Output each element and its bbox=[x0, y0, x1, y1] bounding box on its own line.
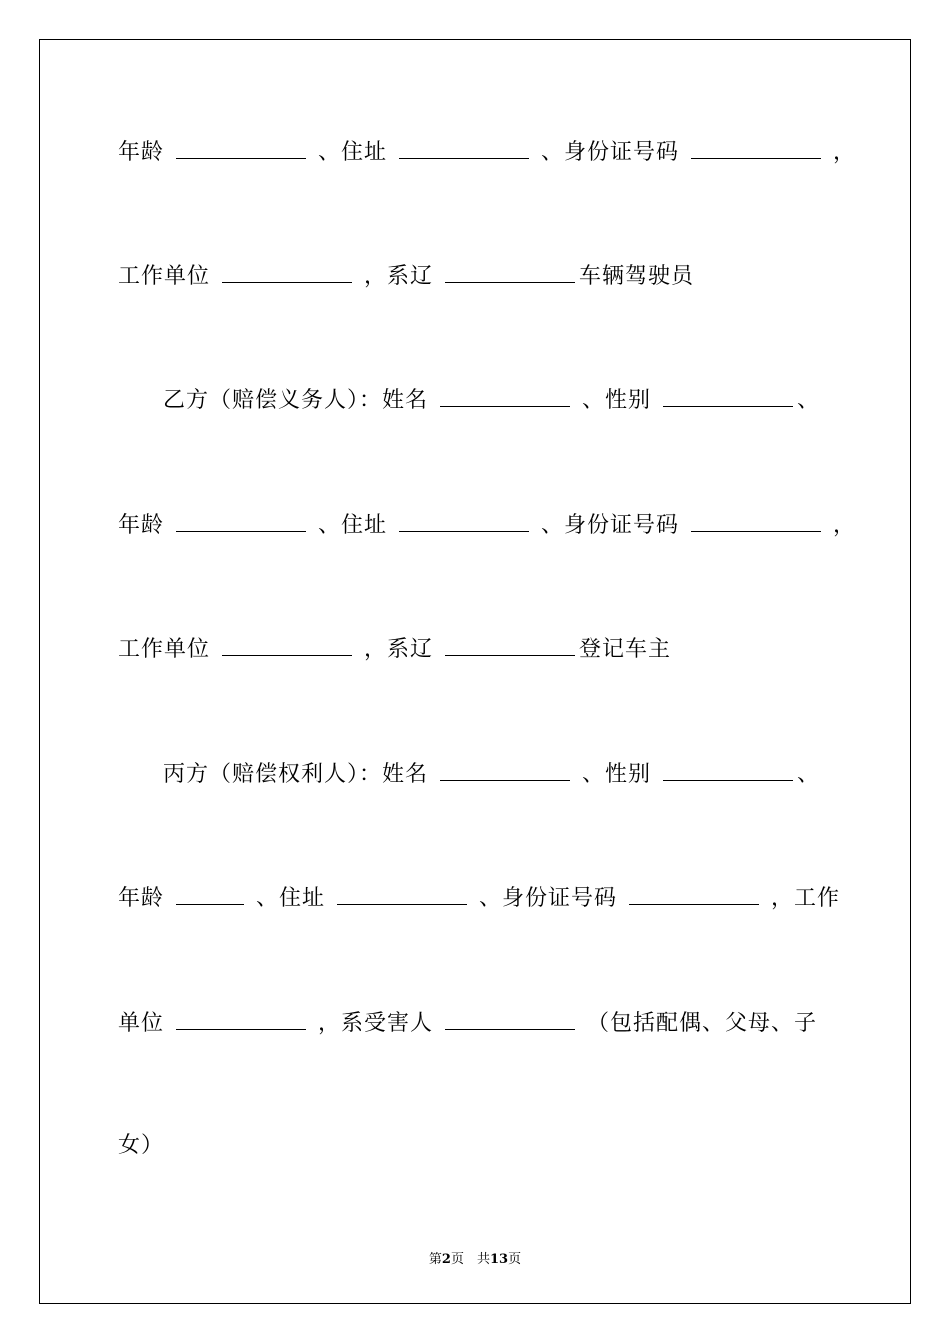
blank-field-id-number[interactable] bbox=[691, 138, 821, 159]
blank-field-age[interactable] bbox=[176, 511, 306, 532]
label-unit: 单位 bbox=[118, 1011, 165, 1036]
blank-field-employer[interactable] bbox=[222, 635, 352, 656]
label-gender: 、性别 bbox=[582, 388, 652, 413]
blank-field-id-number[interactable] bbox=[629, 884, 759, 905]
text-line-9 bbox=[118, 1133, 164, 1159]
punct-dun: 、 bbox=[797, 388, 821, 413]
text-line-3 bbox=[163, 386, 820, 414]
footer-mid: 页 共 bbox=[450, 1252, 490, 1267]
text-line-5 bbox=[118, 635, 671, 663]
label-id-number: 、身份证号码 bbox=[541, 140, 680, 165]
blank-field-plate[interactable] bbox=[445, 262, 575, 283]
label-address: 、住址 bbox=[256, 886, 326, 911]
blank-field-id-number[interactable] bbox=[691, 511, 821, 532]
text-line-7 bbox=[118, 884, 840, 912]
blank-field-victim[interactable] bbox=[445, 1009, 575, 1030]
footer-suffix: 页 bbox=[508, 1252, 522, 1267]
blank-field-gender[interactable] bbox=[663, 760, 793, 781]
text-line-6 bbox=[163, 760, 820, 788]
footer-page-number: 2 bbox=[441, 1252, 451, 1267]
label-age: 年龄 bbox=[118, 513, 165, 538]
label-id-number: 、身份证号码 bbox=[541, 513, 680, 538]
label-driver: 车辆驾驶员 bbox=[579, 264, 695, 289]
page-footer bbox=[0, 1248, 950, 1267]
blank-field-employer[interactable] bbox=[222, 262, 352, 283]
blank-field-age[interactable] bbox=[176, 884, 244, 905]
blank-field-plate[interactable] bbox=[445, 635, 575, 656]
blank-field-name[interactable] bbox=[440, 760, 570, 781]
label-address: 、住址 bbox=[318, 140, 388, 165]
label-age: 年龄 bbox=[118, 140, 165, 165]
label-children: 女） bbox=[118, 1133, 165, 1158]
label-registered-owner: 登记车主 bbox=[579, 637, 672, 662]
label-work: ，工作 bbox=[771, 886, 841, 911]
text-line-4 bbox=[118, 511, 856, 539]
blank-field-employer[interactable] bbox=[176, 1009, 306, 1030]
text-line-1 bbox=[118, 138, 856, 166]
text-line-2 bbox=[118, 262, 694, 290]
punct-dun: 、 bbox=[797, 762, 821, 787]
label-address: 、住址 bbox=[318, 513, 388, 538]
label-employer: 工作单位 bbox=[118, 637, 211, 662]
label-relation: ，系辽 bbox=[364, 264, 434, 289]
label-id-number: 、身份证号码 bbox=[479, 886, 618, 911]
text-line-8 bbox=[118, 1009, 817, 1037]
label-employer: 工作单位 bbox=[118, 264, 211, 289]
footer-prefix: 第 bbox=[428, 1252, 442, 1267]
blank-field-address[interactable] bbox=[399, 138, 529, 159]
page-border bbox=[39, 39, 911, 1304]
blank-field-address[interactable] bbox=[337, 884, 467, 905]
label-gender: 、性别 bbox=[582, 762, 652, 787]
blank-field-gender[interactable] bbox=[663, 386, 793, 407]
label-victim-relation: ，系受害人 bbox=[318, 1011, 434, 1036]
label-age: 年龄 bbox=[118, 886, 165, 911]
punct-comma: ， bbox=[833, 140, 857, 165]
punct-comma: ， bbox=[833, 513, 857, 538]
blank-field-age[interactable] bbox=[176, 138, 306, 159]
label-party-b-name: 乙方（赔偿义务人）：姓名 bbox=[163, 388, 429, 413]
blank-field-name[interactable] bbox=[440, 386, 570, 407]
label-relation: ，系辽 bbox=[364, 637, 434, 662]
label-family-note: （包括配偶、父母、子 bbox=[587, 1011, 818, 1036]
blank-field-address[interactable] bbox=[399, 511, 529, 532]
footer-total-pages: 13 bbox=[489, 1252, 509, 1267]
label-party-c-name: 丙方（赔偿权利人）：姓名 bbox=[163, 762, 429, 787]
